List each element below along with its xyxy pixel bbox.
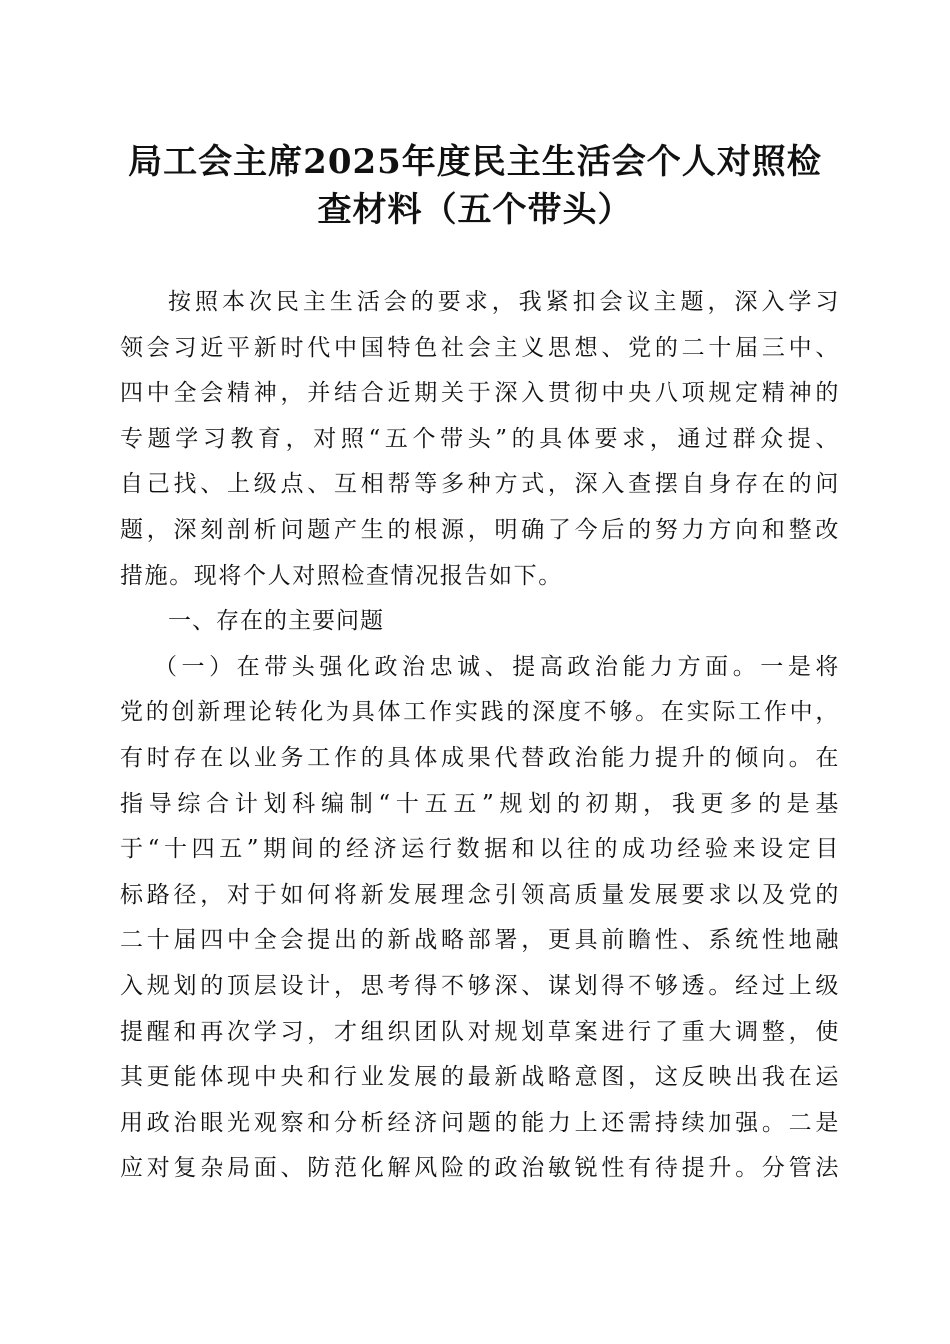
section-heading: 一、存在的主要问题 — [168, 608, 384, 635]
section-line: 入规划的顶层设计，思考得不够深、谋划得不够透。经过上级 — [120, 972, 840, 999]
intro-line: 题，深刻剖析问题产生的根源，明确了今后的努力方向和整改 — [120, 516, 840, 543]
section-line: 有时存在以业务工作的具体成果代替政治能力提升的倾向。在 — [120, 744, 840, 771]
section-line: 于“十四五”期间的经济运行数据和以往的成功经验来设定目 — [120, 836, 840, 863]
intro-line: 专题学习教育，对照“五个带头”的具体要求，通过群众提、 — [120, 425, 840, 452]
section-line: 提醒和再次学习，才组织团队对规划草案进行了重大调整，使 — [120, 1018, 840, 1045]
section-line: 二十届四中全会提出的新战略部署，更具前瞻性、系统性地融 — [120, 927, 840, 954]
section-line: 其更能体现中央和行业发展的最新战略意图，这反映出我在运 — [120, 1064, 840, 1091]
intro-line: 措施。现将个人对照检查情况报告如下。 — [120, 562, 563, 589]
section-line: 用政治眼光观察和分析经济问题的能力上还需持续加强。二是 — [120, 1109, 840, 1136]
intro-line: 四中全会精神，并结合近期关于深入贯彻中央八项规定精神的 — [120, 380, 840, 407]
title-line-1: 局工会主席2025年度民主生活会个人对照检 — [128, 142, 822, 182]
section-line: 党的创新理论转化为具体工作实践的深度不够。在实际工作中， — [120, 699, 840, 726]
section-line: （一）在带头强化政治忠诚、提高政治能力方面。一是将 — [154, 653, 840, 680]
intro-line: 领会习近平新时代中国特色社会主义思想、党的二十届三中、 — [120, 334, 840, 361]
document-title — [90, 138, 860, 234]
intro-line: 自己找、上级点、互相帮等多种方式，深入查摆自身存在的问 — [120, 471, 840, 498]
section-line: 标路径，对于如何将新发展理念引领高质量发展要求以及党的 — [120, 881, 840, 908]
section-line: 指导综合计划科编制“十五五”规划的初期，我更多的是基 — [120, 790, 840, 817]
intro-line: 按照本次民主生活会的要求，我紧扣会议主题，深入学习 — [168, 289, 840, 315]
section-line: 应对复杂局面、防范化解风险的政治敏锐性有待提升。分管法 — [120, 1155, 840, 1182]
title-line-2: 查材料（五个带头） — [317, 190, 633, 230]
document-body — [120, 280, 840, 1192]
